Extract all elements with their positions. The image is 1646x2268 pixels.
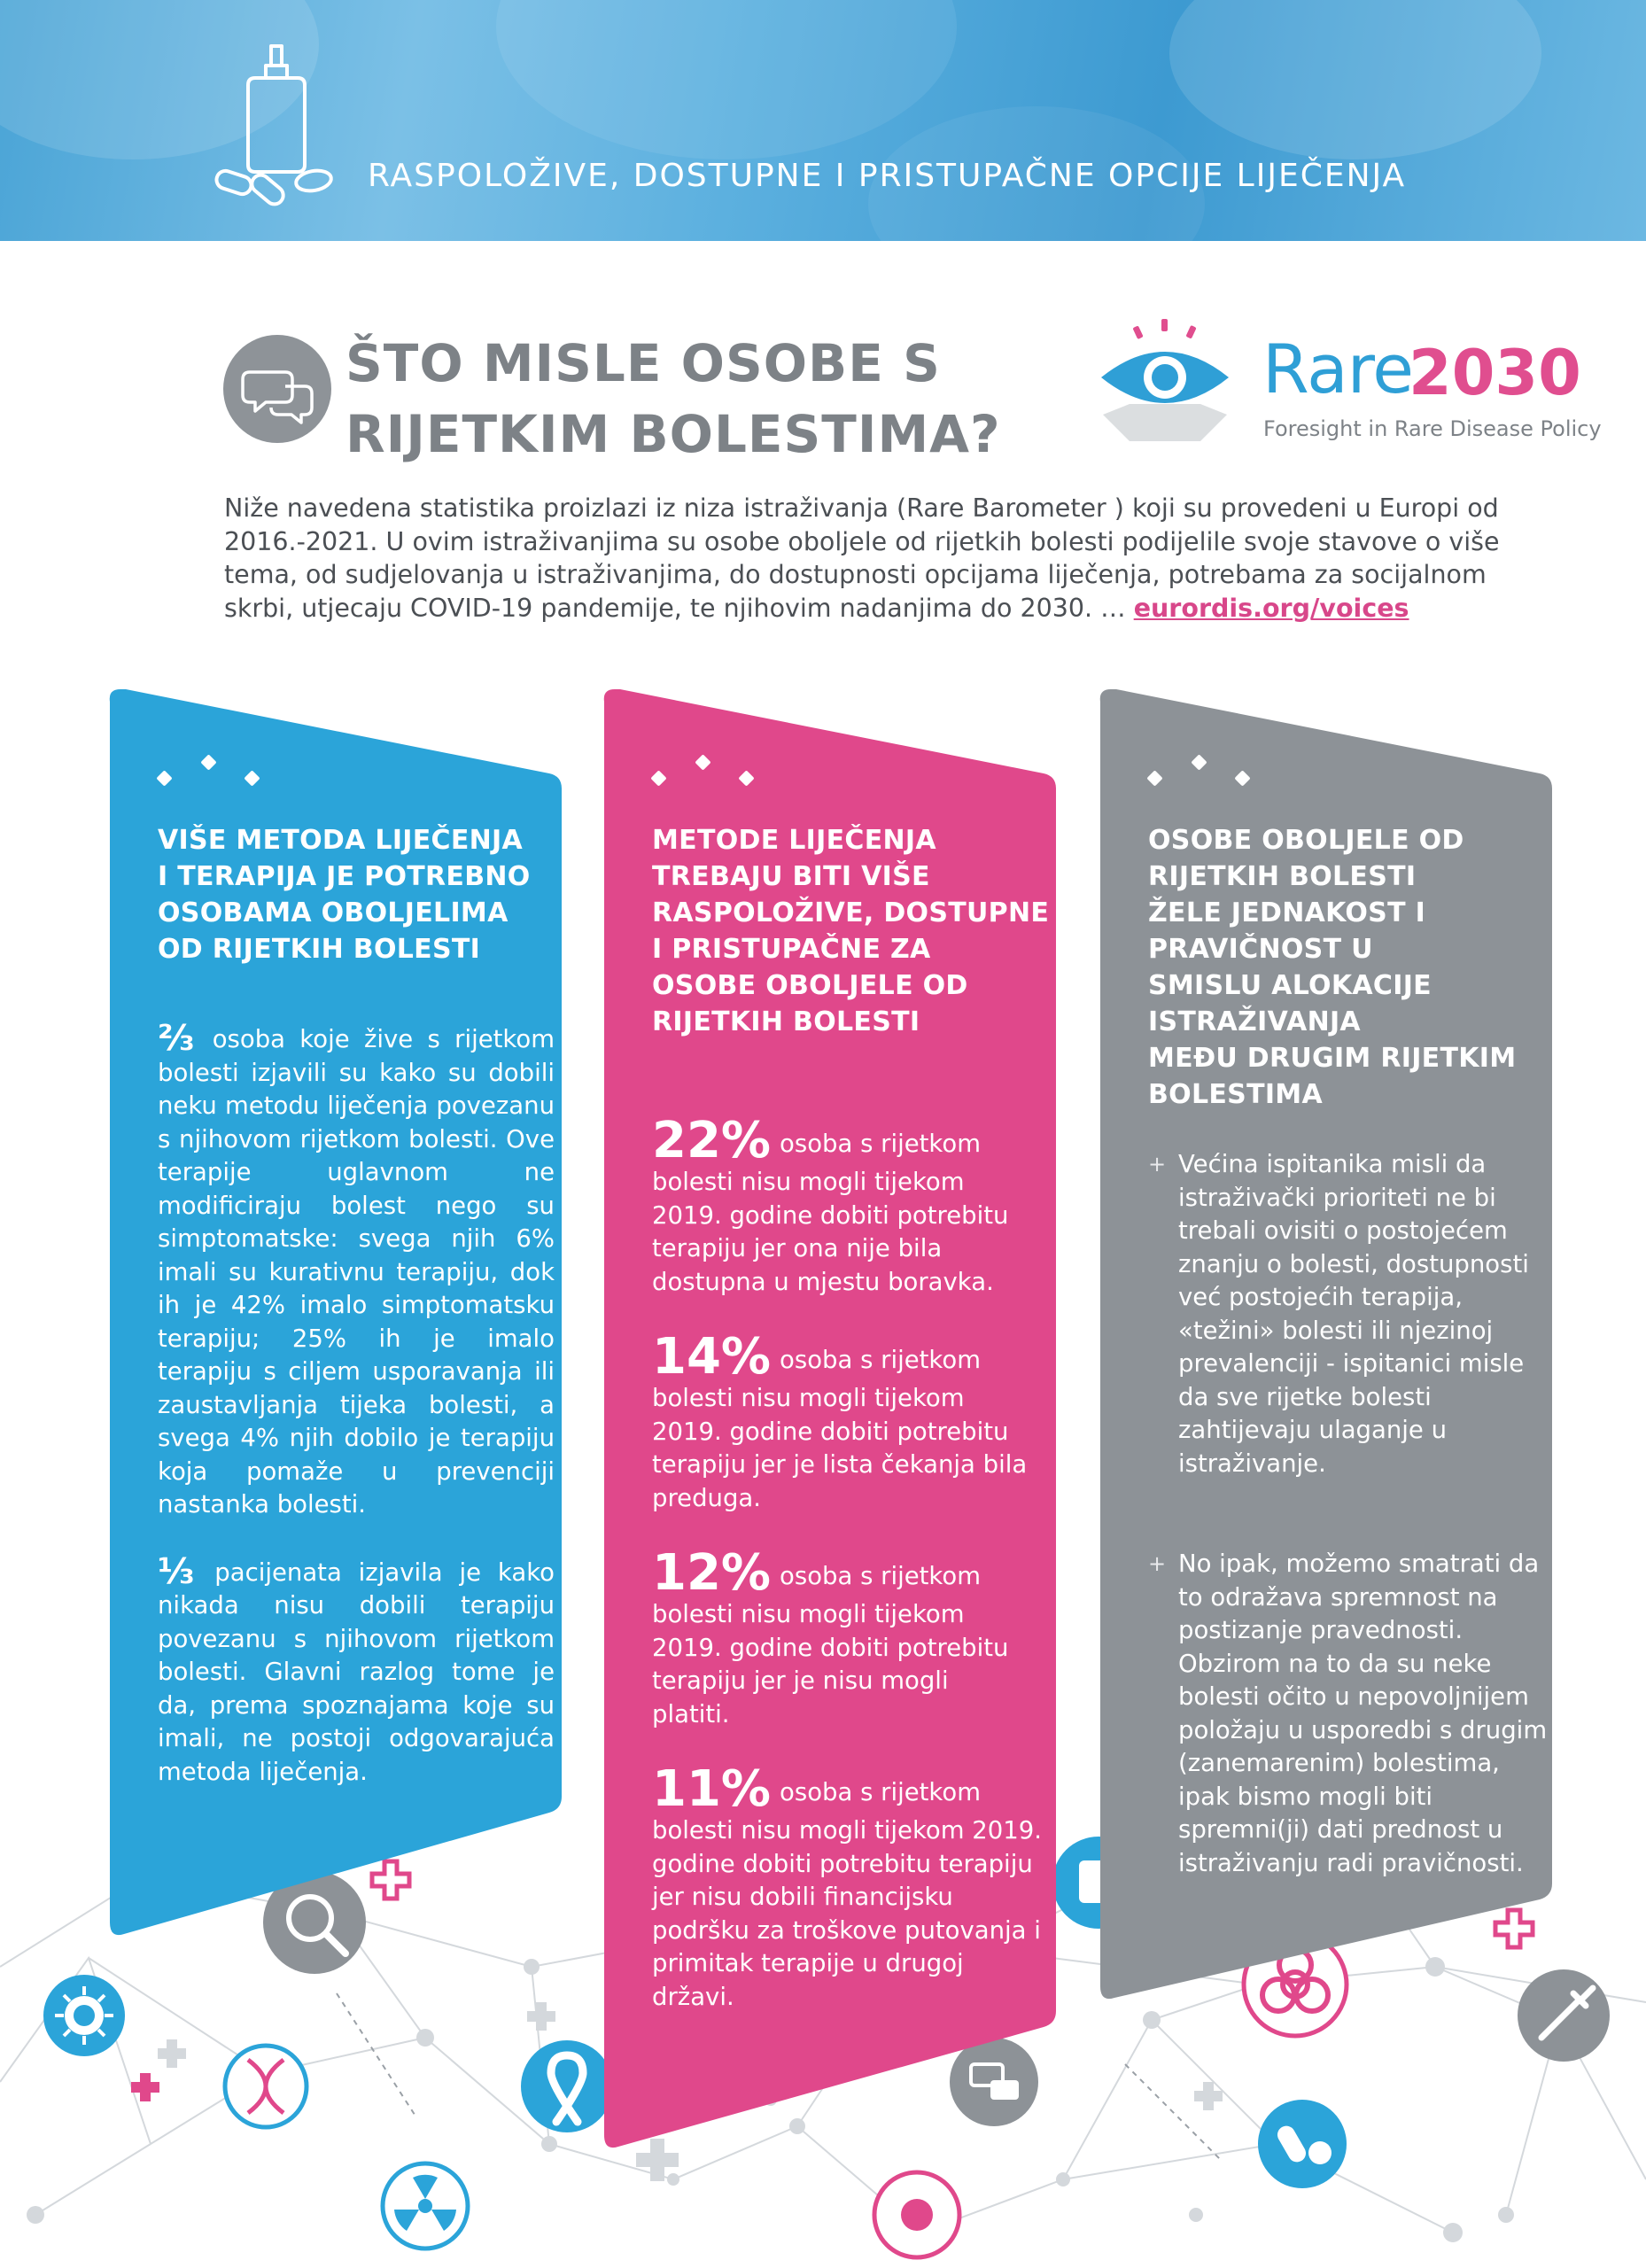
pink-stat-12: 12% osoba s rijetkom bolesti nisu mogli tijekom 2019. godine dobiti potrebitu terapiju jer je nisu mogli platiti.	[652, 1544, 1009, 1728]
blue-stat-one-third: ⅓ pacijenata izjavila je kako nikada nisu dobili terapiju povezanu s njihovom rijetkom bolesti. Glavni razlog tome je da, prema spoznajama koje su imali, ne postoji odgovarajuća metoda liječenja.	[158, 1550, 555, 1786]
pills-icon	[1258, 2100, 1347, 2188]
pink-stat-11: 11% osoba s rijetkom bolesti nisu mogli tijekom 2019. godine dobiti potrebitu terapiju jer nisu dobili financijsku podršku za troškove putovanja i primitak terapije u drugoj državi.	[652, 1760, 1042, 2011]
blue-column-title: VIŠE METODA LIJEČENJA I TERAPIJA JE POTREBNO OSOBAMA OBOLJELIMA OD RIJETKIH BOLESTI	[158, 825, 531, 965]
awareness-ribbon-icon	[521, 2040, 613, 2132]
logo-year: 2030	[1409, 337, 1581, 409]
pink-stat-14: 14% osoba s rijetkom bolesti nisu mogli tijekom 2019. godine dobiti potrebitu terapiju jer je lista čekanja bila preduga.	[652, 1328, 1028, 1512]
grey-column	[1148, 822, 1556, 1880]
microscope-icon	[874, 2172, 959, 2257]
header-title: RASPOLOŽIVE, DOSTUPNE I PRISTUPAČNE OPCIJE LIJEČENJA	[368, 158, 1407, 194]
speech-bubbles-icon	[223, 335, 331, 443]
logo-rare: Rare	[1262, 330, 1414, 408]
intro-paragraph: Niže navedena statistika proizlazi iz niza istraživanja (Rare Barometer ) koji su provedeni u Europi od 2016.-2021. U ovim istraživanjima su osobe oboljele od rijetkih bolesti podijelile svoje stavove o više tema, od sudjelovanja u istraživanjima, do dostupnosti opcijama liječenja, potrebama za socijalnom skrbi, utjecaju COVID-19 pandemije, te njihovim nadanjima do 2030. … eurordis.org/voices	[224, 493, 1500, 623]
header-banner	[0, 0, 1646, 241]
eurordis-voices-link[interactable]: eurordis.org/voices	[1133, 593, 1409, 623]
pink-column-title: METODE LIJEČENJA TREBAJU BITI VIŠE RASPOLOŽIVE, DOSTUPNE I PRISTUPAČNE ZA OSOBE OBOLJELE OD RIJETKIH BOLESTI	[652, 825, 1050, 1037]
dna-icon	[225, 2046, 307, 2127]
medicine-bottle-and-pills-icon	[211, 43, 353, 211]
grey-bullet-1: + Većina ispitanika misli da istraživački prioriteti ne bi trebali ovisiti o postojećem znanju o bolesti, dostupnosti već postojećih terapija, «težini» bolesti ili njezinoj prevalenciji - ispitanici misle da sve rijetke bolesti zahtijevaju ulaganje u istraživanje.	[1148, 1148, 1538, 1480]
pink-stat-22: 22% osoba s rijetkom bolesti nisu mogli tijekom 2019. godine dobiti potrebitu terapiju jer ona nije bila dostupna u mjestu boravka.	[652, 1112, 1009, 1296]
blue-column	[158, 822, 565, 1789]
grey-bullet-2: + No ipak, možemo smatrati da to odražava spremnost na postizanje pravednosti. Obzirom na to da su neke bolesti očito u nepovoljnijem položaju u usporedbi s drugim (zanemarenim) bolestima, ipak bismo mogli biti spremni(ji) dati prednost u istraživanju radi pravičnosti.	[1148, 1548, 1552, 1880]
blue-stat-two-thirds: ⅔ osoba koje žive s rijetkom bolesti izjavili su kako su dobili neku metodu liječenja povezanu s njihovom rijetkom bolesti. Ove terapije uglavnom ne modificiraju bolest nego su simptomatske: svega njih 6% imali su kurativnu terapiju, dok ih je 42% imalo simptomatsku terapiju; 25% ih je imalo terapiju s ciljem usporavanja ili zaustavljanja tijeka bolesti, a svega 4% njih dobilo je terapiju koja pomaže u prevenciji nastanka bolesti.	[158, 1018, 555, 1518]
pink-column	[652, 822, 1060, 2014]
virus-icon	[43, 1975, 125, 2056]
radiation-icon	[383, 2163, 468, 2249]
page-title: ŠTO MISLE OSOBE S RIJETKIM BOLESTIMA?	[346, 333, 1001, 464]
grey-column-title: OSOBE OBOLJELE OD RIJETKIH BOLESTI ŽELE JEDNAKOST I PRAVIČNOST U SMISLU ALOKACIJE ISTRAŽIVANJA MEĐU DRUGIM RIJETKIM BOLESTIMA	[1148, 825, 1517, 1110]
logo-tagline: Foresight in Rare Disease Policy	[1263, 416, 1602, 441]
